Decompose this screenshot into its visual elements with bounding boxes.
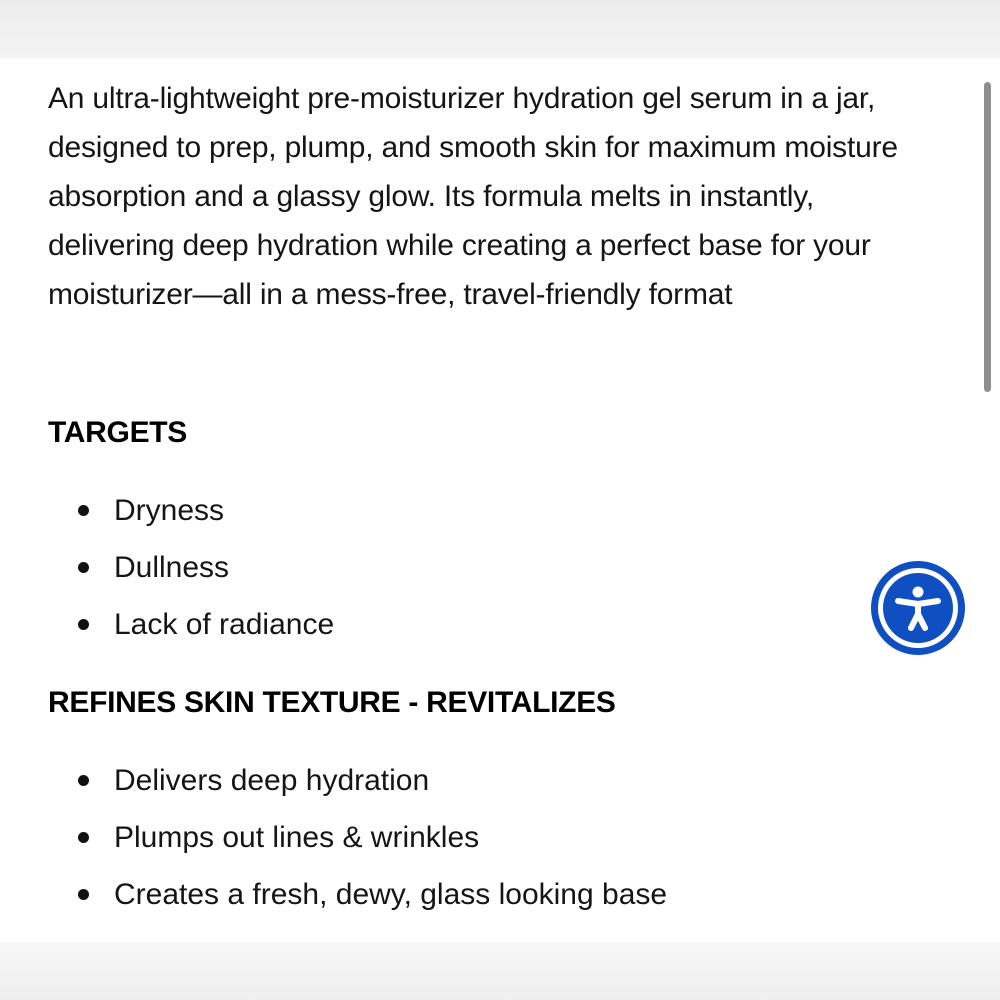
product-description: An ultra-lightweight pre-moisturizer hydration gel serum in a jar, designed to prep, plump, and smooth skin for maximum moisture absorption and a glassy glow. Its formula melts in instantly, delivering deep hydration while creating a perfect base for your moisturizer—all in a mess-free, travel-friendly format [48,82,898,311]
bullet-icon [78,619,89,630]
section-heading-targets: TARGETS [48,416,188,449]
list-item-text: Plumps out lines & wrinkles [114,821,480,854]
list-item-text: Dryness [114,494,225,527]
bullet-icon [78,562,89,573]
vertical-scrollbar[interactable] [984,82,992,392]
list-item-text: Lack of radiance [114,608,335,641]
scrollbar-thumb[interactable] [984,82,991,392]
bullet-icon [78,832,89,843]
bullet-icon [78,775,89,786]
bullet-icon [78,505,89,516]
list-item-text: Creates a fresh, dewy, glass looking base [114,878,668,911]
accessibility-icon [871,561,965,655]
section-heading-refines: REFINES SKIN TEXTURE - REVITALIZES [48,686,616,719]
bullet-icon [78,889,89,900]
accessibility-button[interactable] [871,561,965,655]
top-bar [0,0,1000,58]
list-item-text: Delivers deep hydration [114,764,430,797]
bottom-bar [0,942,1000,1000]
list-item-text: Dullness [114,551,230,584]
